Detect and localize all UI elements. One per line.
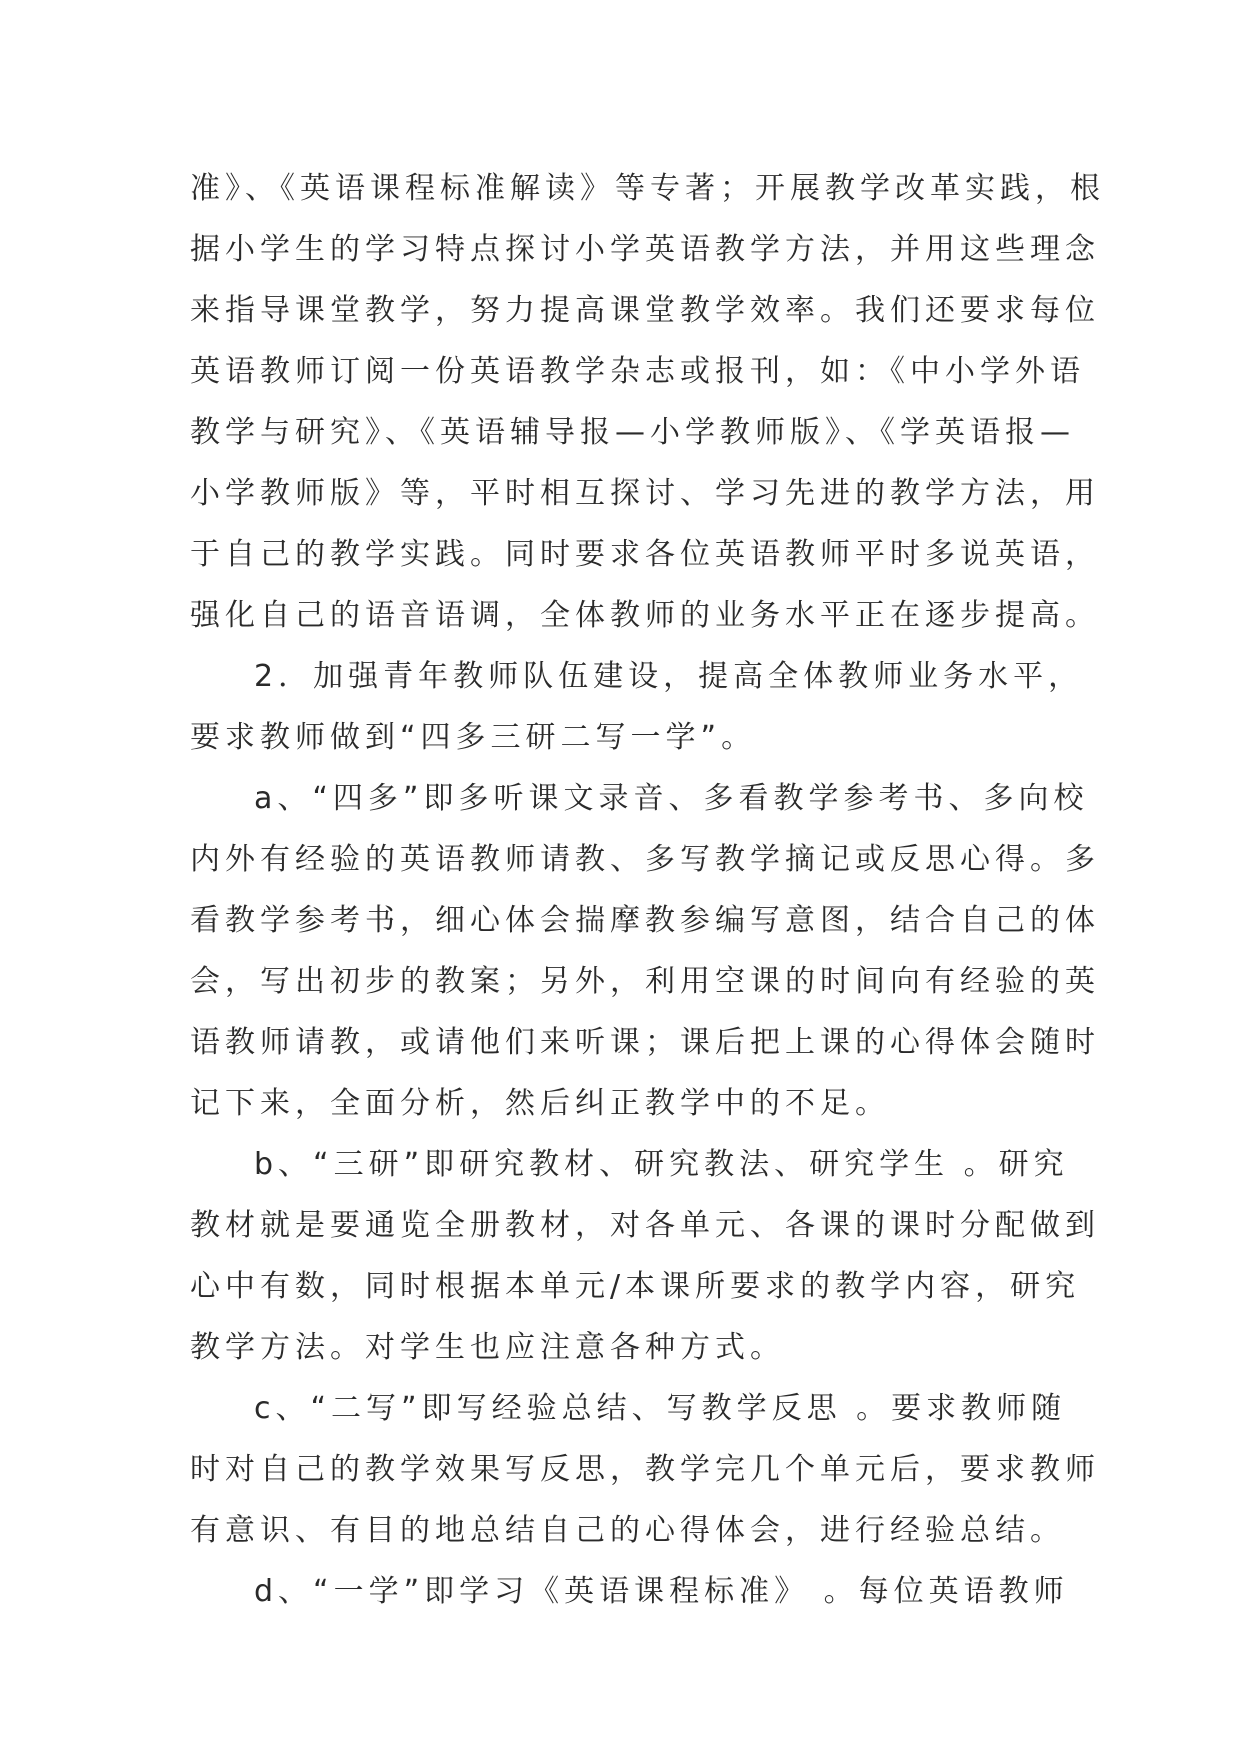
text-line: 时对自己的教学效果写反思，教学完几个单元后，要求教师 [190, 1452, 1100, 1487]
text-line: 来指导课堂教学，努力提高课堂教学效率。我们还要求每位 [190, 293, 1100, 328]
text-line: 心中有数，同时根据本单元/本课所要求的教学内容，研究 [190, 1269, 1081, 1304]
body-text [190, 158, 1105, 1622]
text-line: 准》、《英语课程标准解读》等专著；开展教学改革实践，根 [190, 171, 1105, 206]
paragraph-start-line: a、“四多”即多听课文录音、多看教学参考书、多向校 [254, 781, 1089, 816]
paragraph-start-line: 2．加强青年教师队伍建设，提高全体教师业务水平， [254, 659, 1084, 694]
paragraph-start-line: d、“一学”即学习《英语课程标准》 。每位英语教师 [254, 1574, 1069, 1609]
text-line: 于自己的教学实践。同时要求各位英语教师平时多说英语， [190, 537, 1100, 572]
text-line: 记下来，全面分析，然后纠正教学中的不足。 [190, 1086, 890, 1121]
text-line: 会，写出初步的教案；另外，利用空课的时间向有经验的英 [190, 964, 1100, 999]
text-line: 教学方法。对学生也应注意各种方式。 [190, 1330, 785, 1365]
text-line: 英语教师订阅一份英语教学杂志或报刊，如：《中小学外语 [190, 354, 1085, 389]
text-line: 有意识、有目的地总结自己的心得体会，进行经验总结。 [190, 1513, 1065, 1548]
text-line: 教材就是要通览全册教材，对各单元、各课的课时分配做到 [190, 1208, 1100, 1243]
paragraph-start-line: c、“二写”即写经验总结、写教学反思 。要求教师随 [254, 1391, 1067, 1426]
text-line: 看教学参考书，细心体会揣摩教参编写意图，结合自己的体 [190, 903, 1100, 938]
text-line: 据小学生的学习特点探讨小学英语教学方法，并用这些理念 [190, 232, 1100, 267]
text-line: 教学与研究》、《英语辅导报—小学教师版》、《学英语报— [190, 415, 1075, 450]
paragraph-start-line: b、“三研”即研究教材、研究教法、研究学生 。研究 [254, 1147, 1069, 1182]
text-line: 强化自己的语音语调，全体教师的业务水平正在逐步提高。 [190, 598, 1100, 633]
text-line: 语教师请教，或请他们来听课；课后把上课的心得体会随时 [190, 1025, 1100, 1060]
text-line: 内外有经验的英语教师请教、多写教学摘记或反思心得。多 [190, 842, 1100, 877]
text-line: 小学教师版》等，平时相互探讨、学习先进的教学方法，用 [190, 476, 1100, 511]
text-line: 要求教师做到“四多三研二写一学”。 [190, 720, 757, 755]
